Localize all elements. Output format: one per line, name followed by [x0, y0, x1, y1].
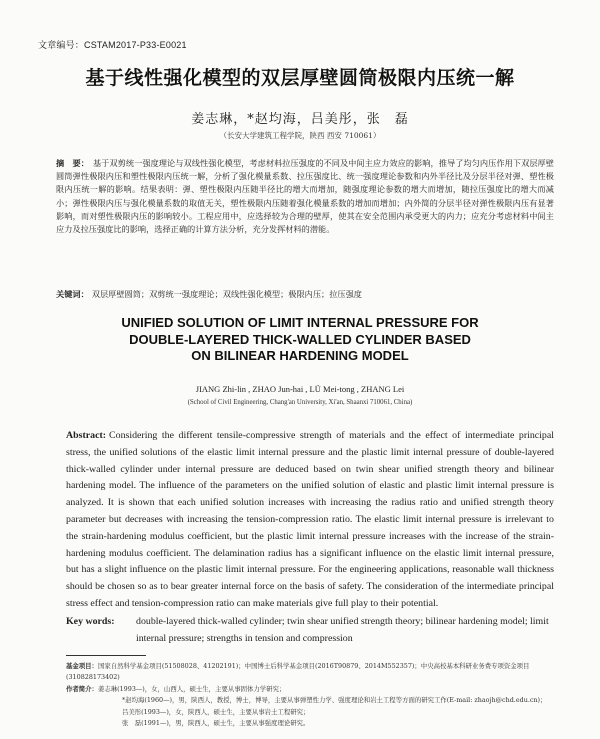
english-keywords-label: Key words:	[66, 616, 115, 627]
bio-line: 姜志琳(1993—)，女，山西人，硕士生，主要从事固体力学研究；	[97, 684, 286, 693]
english-abstract-label: Abstract:	[66, 430, 107, 441]
fund-text: 国家自然科学基金项目(51508028、41202191)；中国博士后科学基金项目(2016T90879、2014M552357)；中央高校基本科研业务费专项资金项目(310828173402)	[66, 662, 530, 682]
chinese-abstract-body: 基于双剪统一强度理论与双线性强化模型，考虑材料拉压强度的不同及中间主应力效应的影响，推导了均匀内压作用下双层厚壁圆筒弹性极限内压和塑性极限内压统一解，分析了强化模量系数、拉压强度比、统一强度理论参数和内外半径比及分层半径对弹、塑性极限内压统一解的影响。结果表明：弹、塑性极限内压随半径比的增大而增加，随强度理论参数的增大而增加，随拉压强度比的增大而减小；弹性极限内压与强化模量系数的取值无关，塑性极限内压随着强化模量系数的增加而增加；内外简的分层半径对弹性极限内压有显著影响，而对塑性极限内压的影响较小。工程应用中，应选择较为合理的壁厚，使其在安全范围内承受更大的内力；应充分考虑材料中间主应力及拉压强度比的影响，选择正确的计算方法分析，充分发挥材料的潜能。	[56, 158, 554, 235]
bio-line: 吕美彤(1993—)，女，陕西人，硕士生，主要从事岩土工程研究；	[122, 707, 310, 716]
chinese-keywords	[56, 288, 554, 300]
chinese-abstract	[56, 157, 554, 236]
bio-line: *赵均海(1960—)，男，陕西人，教授，博士，博导，主要从事弹塑性力学、强度理论和岩土工程等方面的研究工作(E-mail: zhaojh@chd.edu.cn)；	[122, 696, 547, 705]
article-number: 文章编号：CSTAM2017-P33-E0021	[38, 40, 187, 50]
english-authors: JIANG Zhi-lin , ZHAO Jun-hai , LÜ Mei-tong , ZHANG Lei	[195, 384, 405, 394]
footnote-divider	[66, 655, 146, 656]
english-title-line-3: ON BILINEAR HARDENING MODEL	[191, 348, 409, 363]
chinese-authors: 姜志琳，*赵均海，吕美彤，张 磊	[191, 112, 409, 127]
footnotes	[66, 661, 556, 729]
english-keywords-body: double-layered thick-walled cylinder; twin shear unified strength theory; bilinear hardening model; limit internal pressure; strengths in tension and compression	[136, 616, 549, 644]
english-abstract	[66, 428, 554, 613]
english-affiliation: (School of Civil Engineering, Chang'an University, Xi'an, Shaanxi 710061, China)	[187, 399, 413, 406]
fund-footnote	[66, 661, 556, 684]
author-bio-footnote	[66, 684, 556, 695]
chinese-keywords-label: 关键词：	[56, 289, 89, 299]
english-title-line-2: DOUBLE-LAYERED THICK-WALLED CYLINDER BASED	[129, 331, 471, 347]
english-abstract-body: Considering the different tensile-compressive strength of materials and the effect of intermediate principal stress, the unified solutions of the elastic limit internal pressure and the plastic limit internal pressure of double-layered thick-walled cylinder under internal pressure are deduced based on twin shear unified strength theory and bilinear hardening model. The influence of the parameters on the unified solution of elastic and plastic limit internal pressure is analyzed. It is shown that each unified solution increases with increasing the radius ratio and unified strength theory parameter but decreases with increasing the tension-compression ratio. The elastic limit internal pressure is irrelevant to the strain-hardening modulus coefficient, but the plastic limit internal pressure increases with the increase of the strain-hardening modulus coefficient. The delamination radius has a significant influence on the elastic limit internal pressure, but has a slight influence on the plastic limit internal pressure. For the engineering applications, reasonable wall thickness should be chosen so as to bear greater internal force on the basis of safety. The consideration of the intermediate principal stress effect and tension-compression ratio can make materials give full play to their potential.	[66, 430, 554, 609]
chinese-affiliation: （长安大学建筑工程学院，陕西 西安 710061）	[219, 131, 381, 140]
chinese-title: 基于线性强化模型的双层厚壁圆筒极限内压统一解	[85, 67, 515, 89]
english-title	[0, 315, 600, 365]
bio-line: 张 磊(1991—)，男，陕西人，硕士生，主要从事强度理论研究。	[122, 719, 310, 728]
english-keywords	[66, 614, 554, 648]
chinese-abstract-label: 摘 要：	[56, 158, 89, 168]
english-title-line-1: UNIFIED SOLUTION OF LIMIT INTERNAL PRESSURE FOR	[121, 315, 479, 330]
bio-label: 作者简介：	[66, 684, 98, 693]
fund-label: 基金项目：	[66, 662, 98, 670]
chinese-keywords-body: 双层厚壁圆筒；双剪统一强度理论；双线性强化模型；极限内压；拉压强度	[91, 289, 362, 299]
